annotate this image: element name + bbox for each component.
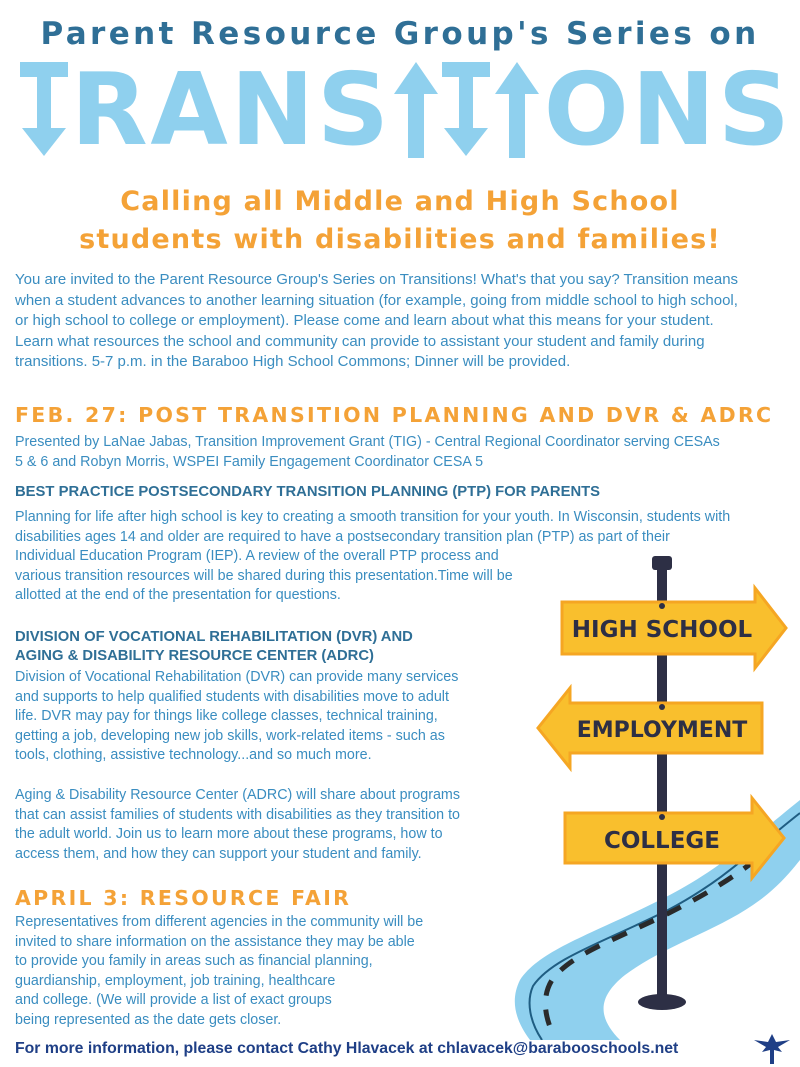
adrc-line: access them, and how they can support your student and family. (15, 845, 422, 862)
dvr-line: tools, clothing, assistive technology...and so much more. (15, 747, 372, 763)
i-up-arrow-letter (392, 60, 440, 160)
april-heading: APRIL 3: RESOURCE FAIR (15, 886, 352, 910)
dvr-line: Division of Vocational Rehabilitation (DVR) can provide many services (15, 669, 459, 685)
contact-footer: For more information, please contact Cathy Hlavacek at chlavacek@barabooschools.net (15, 1040, 679, 1057)
t-down-arrow-letter-2 (442, 60, 490, 160)
thunderbird-logo-icon (752, 1032, 792, 1066)
april-line: being represented as the date gets closer. (15, 1011, 282, 1028)
ptp-line: Planning for life after high school is key to creating a smooth transition for your youth. In Wisconsin, students with (15, 509, 731, 525)
dvr-heading (15, 628, 413, 666)
april-line: guardianship, employment, job training, healthcare (15, 972, 336, 989)
intro-line: transitions. 5-7 p.m. in the Baraboo High School Commons; Dinner will be provided. (15, 353, 571, 370)
series-title: Parent Resource Group's Series on (40, 16, 760, 52)
dvr-line: getting a job, developing new job skills, work-related items - such as (15, 727, 445, 744)
intro-line: Learn what resources the school and community can provide to assistant your student and family during (15, 332, 705, 350)
adrc-line: the adult world. Join us to learn more about these programs, how to (15, 826, 443, 842)
intro-line: when a student advances to another learning situation (for example, going from middle school to high school, (15, 291, 738, 309)
letter-r: R (70, 51, 148, 168)
intro-line: or high school to college or employment). Please come and learn about what this means for your student. (15, 312, 714, 329)
ptp-line: Individual Education Program (IEP). A review of the overall PTP process and (15, 548, 499, 564)
adrc-line: that can assist families of students with disabilities as they transition to (15, 806, 461, 823)
i-up-arrow-letter-2 (493, 60, 541, 160)
april-line: invited to share information on the assistance they may be able (15, 933, 415, 950)
adrc-line: Aging & Disability Resource Center (ADRC) will share about programs (15, 787, 460, 803)
feb-heading: FEB. 27: POST TRANSITION PLANNING AND DVR & ADRC (15, 403, 774, 427)
ptp-line: allotted at the end of the presentation for questions. (15, 587, 341, 603)
april-paragraph (15, 913, 485, 1030)
sign-college-label: COLLEGE (603, 828, 721, 854)
transitions-wordmark (20, 51, 790, 168)
intro-line: You are invited to the Parent Resource Group's Series on Transitions! What's that you say? Transition means (15, 271, 739, 288)
pole-cap (652, 556, 672, 570)
ptp-line: disabilities ages 14 and older are required to have a postsecondary transition plan (PTP) as part of their (15, 528, 670, 545)
dvr-line: life. DVR may pay for things like college classes, technical training, (15, 708, 438, 724)
april-line: and college. (We will provide a list of exact groups (15, 992, 332, 1008)
letter-s-2: S (717, 51, 790, 168)
t-down-arrow-letter (20, 60, 68, 160)
ptp-heading: BEST PRACTICE POSTSECONDARY TRANSITION PLANNING (PTP) FOR PARENTS (15, 484, 601, 500)
sign-employment-label: EMPLOYMENT (576, 718, 748, 743)
letter-a: A (150, 51, 228, 168)
presenters (15, 433, 790, 472)
dvr-line: and supports to help qualified students with disabilities move to adult (15, 688, 449, 705)
signpost-illustration (420, 550, 800, 1040)
april-line: Representatives from different agencies in the community will be (15, 914, 424, 930)
sign-bolt (659, 704, 665, 710)
letter-n-2: N (631, 51, 716, 168)
letter-n: N (230, 51, 315, 168)
subtitle (0, 183, 800, 259)
presenters-line: Presented by LaNae Jabas, Transition Improvement Grant (TIG) - Central Regional Coordinator serving CESAs (15, 434, 720, 450)
subtitle-line-1: Calling all Middle and High School (120, 186, 680, 217)
letter-s: S (316, 51, 389, 168)
dvr-heading-line: DIVISION OF VOCATIONAL REHABILITATION (DVR) AND (15, 629, 413, 645)
intro-paragraph (15, 270, 790, 373)
sign-bolt (659, 814, 665, 820)
sign-bolt (659, 603, 665, 609)
pole-base (638, 994, 686, 1010)
letter-o: O (543, 51, 629, 168)
april-line: to provide you family in areas such as financial planning, (15, 953, 373, 969)
dvr-heading-line: AGING & DISABILITY RESOURCE CENTER (ADRC) (15, 648, 374, 664)
sign-high-school-label: HIGH SCHOOL (571, 617, 753, 643)
subtitle-line-2: students with disabilities and families! (79, 224, 721, 255)
ptp-line: various transition resources will be shared during this presentation.Time will be (15, 567, 513, 584)
presenters-line: 5 & 6 and Robyn Morris, WSPEI Family Engagement Coordinator CESA 5 (15, 453, 484, 470)
